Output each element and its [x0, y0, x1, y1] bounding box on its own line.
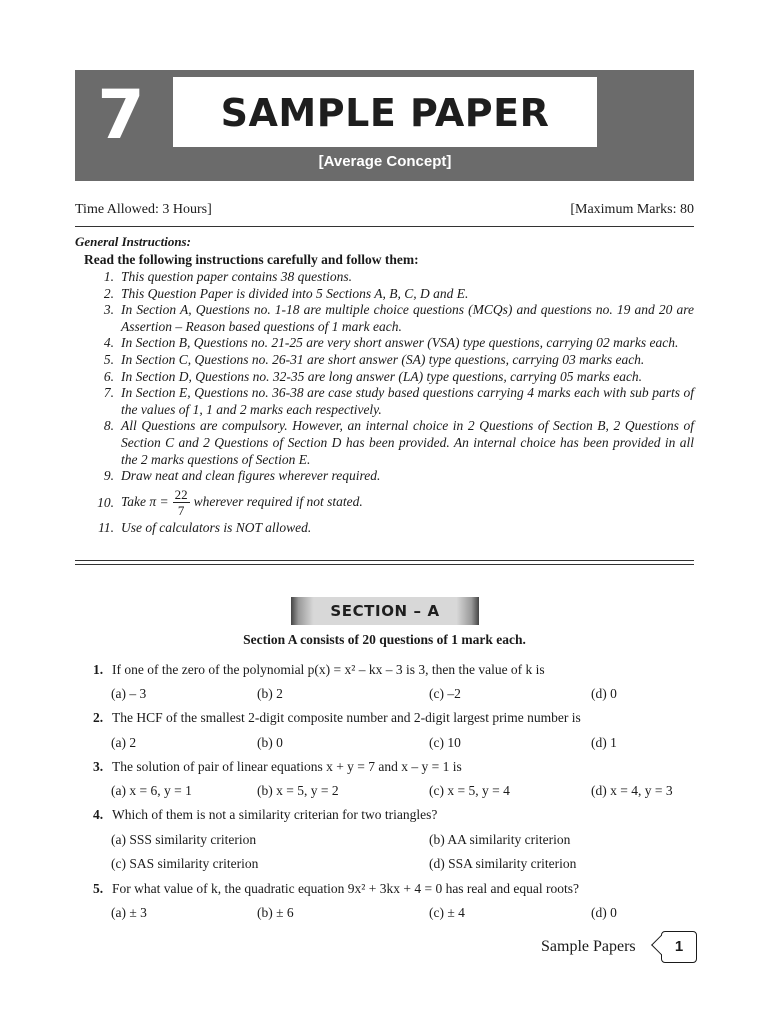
time-allowed: Time Allowed: 3 Hours] [75, 202, 212, 217]
question-text: If one of the zero of the polynomial p(x) = x² – kx – 3 is 3, then the value of k is [112, 662, 545, 677]
section-badge [291, 597, 479, 625]
option[interactable]: (b) AA similarity criterion [429, 832, 571, 847]
option[interactable]: (a) SSS similarity criterion [111, 832, 257, 847]
question-text: Which of them is not a similarity criterian for two triangles? [112, 807, 438, 822]
option[interactable]: (d) 0 [591, 686, 617, 701]
title-box [173, 77, 597, 147]
divider [75, 564, 694, 565]
page-number: 1 [661, 931, 697, 963]
options-row [111, 782, 694, 800]
instruction-item: 6. In Section D, Questions no. 32-35 are long answer (LA) type questions, carrying 05 marks each. [103, 368, 643, 384]
question-number: 2. [93, 710, 104, 725]
instruction-item: 9. Draw neat and clean figures wherever required. [103, 468, 381, 484]
question-text: The HCF of the smallest 2-digit composite number and 2-digit largest prime number is [112, 710, 581, 725]
instruction-item: 4. In Section B, Questions no. 21-25 are very short answer (VSA) type questions, carrying 02 marks each. [103, 335, 679, 351]
page-subtitle: [Average Concept] [318, 153, 452, 170]
instruction-item: 7. In Section E, Questions no. 36-38 are case study based questions carrying 4 marks each with sub parts of the values of 1, 1 and 2 marks each respectively. [103, 385, 694, 417]
maximum-marks: [Maximum Marks: 80 [570, 202, 694, 217]
option[interactable]: (d) x = 4, y = 3 [591, 783, 673, 798]
instruction-item: 5. In Section C, Questions no. 26-31 are short answer (SA) type questions, carrying 03 marks each. [103, 351, 645, 367]
options-row [111, 855, 694, 873]
instructions-title: General Instructions: [75, 234, 191, 249]
option[interactable]: (d) 0 [591, 905, 617, 920]
options-row [111, 831, 694, 849]
footer-label: Sample Papers [541, 938, 636, 955]
question-number: 4. [93, 807, 104, 822]
instructions-list [84, 269, 694, 536]
option[interactable]: (b) 0 [257, 735, 283, 750]
question-number: 3. [93, 759, 104, 774]
page-title: SAMPLE PAPER [220, 91, 550, 135]
instruction-item: 3. In Section A, Questions no. 1-18 are multiple choice questions (MCQs) and questions no. 19 and 20 are Assertion – Reason based questions of 1 mark each. [103, 302, 694, 334]
divider [75, 226, 694, 227]
options-row [111, 734, 694, 752]
question-text: For what value of k, the quadratic equation 9x² + 3kx + 4 = 0 has real and equal roots? [112, 881, 580, 896]
instruction-item: 1. This question paper contains 38 questions. [103, 269, 353, 284]
instruction-item: 8. All Questions are compulsory. However, an internal choice in 2 Questions of Section B, 2 Questions of Section C and 2 Questions of Section D has been provided. An internal choice has been provided in all the 2 marks questions of Section E. [103, 418, 694, 467]
meta-row [75, 200, 694, 220]
instruction-item: 11. Use of calculators is NOT allowed. [98, 519, 312, 535]
question-text: The solution of pair of linear equations x + y = 7 and x – y = 1 is [112, 759, 462, 774]
option[interactable]: (a) x = 6, y = 1 [111, 783, 192, 798]
option[interactable]: (c) x = 5, y = 4 [429, 783, 510, 798]
option[interactable]: (d) SSA similarity criterion [429, 856, 577, 871]
options-row [111, 685, 694, 703]
option[interactable]: (d) 1 [591, 735, 617, 750]
option[interactable]: (c) 10 [429, 735, 461, 750]
option[interactable]: (b) x = 5, y = 2 [257, 783, 339, 798]
option[interactable]: (c) SAS similarity criterion [111, 856, 259, 871]
divider [75, 560, 694, 561]
instruction-item: 2. This Question Paper is divided into 5 Sections A, B, C, D and E. [103, 285, 469, 301]
section-note: Section A consists of 20 questions of 1 mark each. [243, 632, 526, 647]
question-number: 5. [93, 881, 104, 896]
paper-number: 7 [97, 76, 145, 155]
section-title: SECTION – A [330, 602, 440, 620]
instruction-item: 10. Take π = $\frac{22}{7}$ wherever required if not stated. [97, 486, 363, 518]
option[interactable]: (c) –2 [429, 686, 461, 701]
option[interactable]: (c) ± 4 [429, 905, 465, 920]
option[interactable]: (a) 2 [111, 735, 137, 750]
option[interactable]: (a) – 3 [111, 686, 147, 701]
options-row [111, 904, 694, 922]
option[interactable]: (b) ± 6 [257, 905, 294, 920]
question-number: 1. [93, 662, 104, 677]
instructions-lead: Read the following instructions carefully and follow them: [84, 252, 419, 267]
option[interactable]: (b) 2 [257, 686, 283, 701]
fraction: $\frac{22}{7}$ [174, 486, 188, 518]
option[interactable]: (a) ± 3 [111, 905, 147, 920]
